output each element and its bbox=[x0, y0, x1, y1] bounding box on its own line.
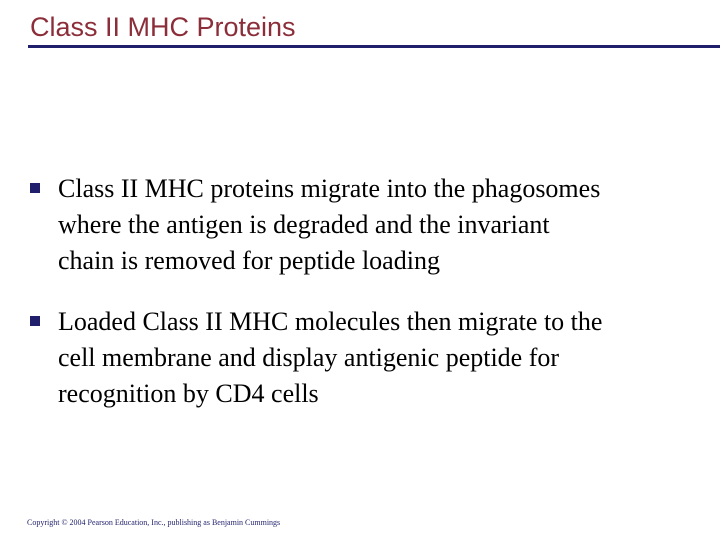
bullet-text: Loaded Class II MHC molecules then migrate to the cell membrane and display antigenic peptide for recognition by CD4 cells bbox=[58, 307, 603, 408]
bullet-item bbox=[30, 304, 700, 412]
bullet-item bbox=[30, 171, 700, 279]
bullet-text: Class II MHC proteins migrate into the phagosomes where the antigen is degraded and the invariant chain is removed for peptide loading bbox=[58, 174, 601, 275]
title-underline bbox=[28, 45, 720, 48]
square-bullet-icon bbox=[30, 183, 40, 193]
copyright-notice: Copyright © 2004 Pearson Education, Inc., publishing as Benjamin Cummings bbox=[27, 518, 281, 527]
slide-title: Class II MHC Proteins bbox=[30, 12, 296, 42]
square-bullet-icon bbox=[30, 316, 40, 326]
